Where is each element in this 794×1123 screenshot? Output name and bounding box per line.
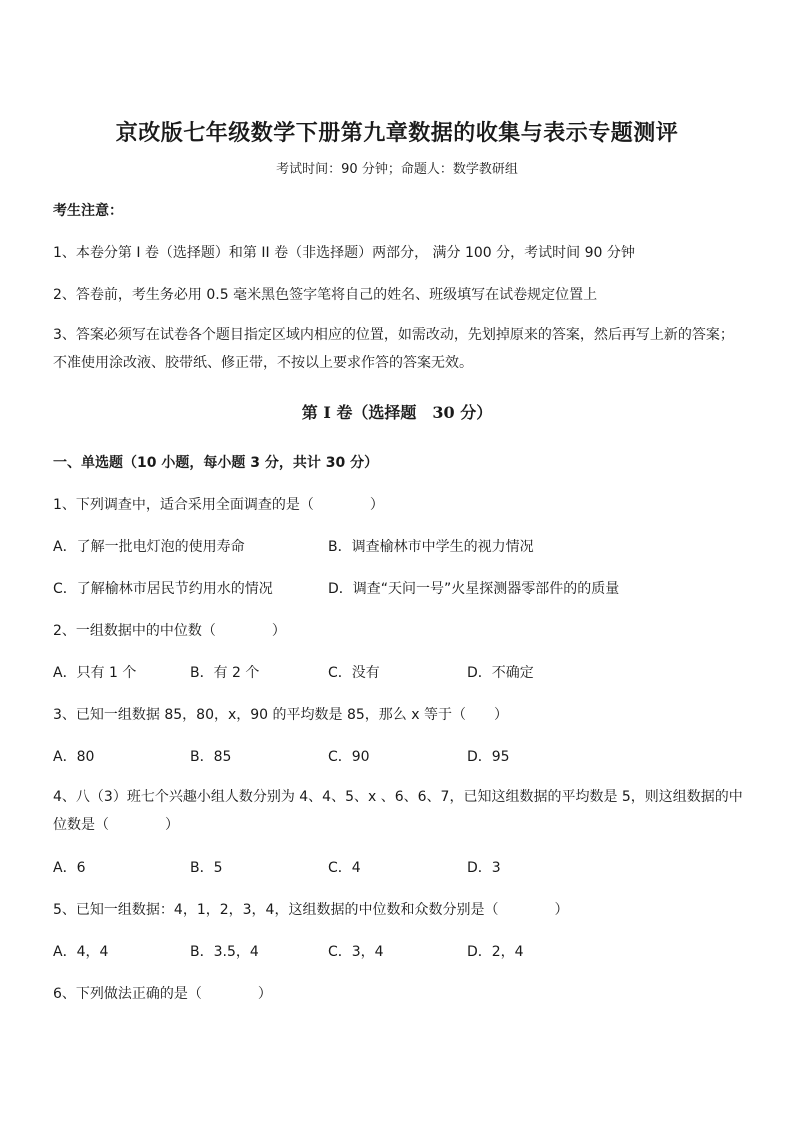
question-stem: 1、下列调查中，适合采用全面调查的是（ ） [53, 497, 384, 513]
option-a: A．了解一批电灯泡的使用寿命 [53, 539, 245, 555]
option-a: A．只有 1 个 [53, 665, 137, 681]
question-stem: 4、八（3）班七个兴趣小组人数分别为 4、4、5、x 、6、6、7，已知这组数据的平均数是 5，则这组数据的中位数是（ ） [53, 789, 743, 833]
notice-item: 2、答卷前，考生务必用 0.5 毫米黑色签字笔将自己的姓名、班级填写在试卷规定位置上 [53, 287, 598, 303]
option-c: C．了解榆林市居民节约用水的情况 [53, 581, 273, 597]
page-subtitle: 考试时间：90 分钟；命题人：数学教研组 [276, 162, 518, 177]
option-d: D．3 [467, 860, 501, 876]
option-c: C．3，4 [328, 944, 384, 960]
option-a: A．4，4 [53, 944, 109, 960]
page-title: 京改版七年级数学下册第九章数据的收集与表示专题测评 [115, 120, 679, 146]
option-c: C．4 [328, 860, 361, 876]
question-stem: 6、下列做法正确的是（ ） [53, 986, 272, 1002]
option-d: D．95 [467, 749, 510, 765]
option-d: D．2，4 [467, 944, 524, 960]
option-a: A．80 [53, 749, 95, 765]
question-stem: 2、一组数据中的中位数（ ） [53, 623, 286, 639]
part-heading: 一、单选题（10 小题，每小题 3 分，共计 30 分） [53, 455, 379, 471]
question-stem: 5、已知一组数据：4，1，2，3，4，这组数据的中位数和众数分别是（ ） [53, 902, 569, 918]
question-stem: 3、已知一组数据 85，80，x，90 的平均数是 85，那么 x 等于（ ） [53, 707, 508, 723]
option-b: B．85 [190, 749, 232, 765]
option-c: C．90 [328, 749, 370, 765]
option-d: D．调查“天问一号”火星探测器零部件的的质量 [328, 581, 620, 597]
option-b: B．5 [190, 860, 223, 876]
option-b: B．有 2 个 [190, 665, 260, 681]
option-a: A．6 [53, 860, 86, 876]
notice-item: 1、本卷分第 I 卷（选择题）和第 II 卷（非选择题）两部分， 满分 100 分，考试时间 90 分钟 [53, 245, 635, 261]
notice-heading: 考生注意： [53, 203, 123, 219]
section-title: 第 I 卷（选择题 30 分） [301, 403, 493, 422]
option-d: D．不确定 [467, 665, 534, 681]
option-b: B．调查榆林市中学生的视力情况 [328, 539, 534, 555]
option-c: C．没有 [328, 665, 380, 681]
notice-item: 3、答案必须写在试卷各个题目指定区域内相应的位置，如需改动，先划掉原来的答案，然后再写上新的答案；不准使用涂改液、胶带纸、修正带，不按以上要求作答的答案无效。 [53, 327, 734, 371]
option-b: B．3.5，4 [190, 944, 259, 960]
